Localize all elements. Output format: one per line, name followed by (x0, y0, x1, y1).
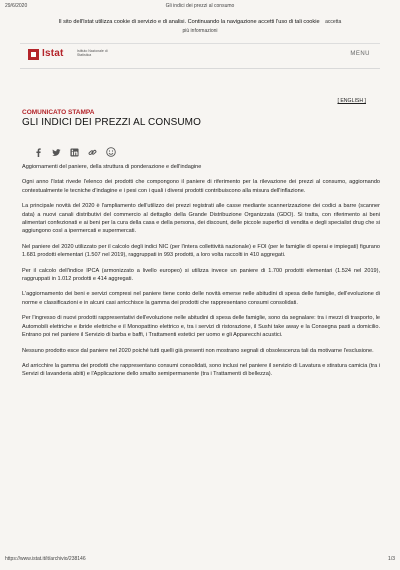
page-number: 1/3 (388, 556, 395, 562)
cookie-more-info-link[interactable]: più informazioni (182, 28, 218, 34)
site-header (20, 43, 380, 69)
print-title: Gli indici dei prezzi al consumo (165, 3, 235, 9)
istat-logo-icon[interactable] (28, 49, 39, 60)
article-paragraph: Nel paniere del 2020 utilizzato per il calcolo degli indici NIC (per l'intera collettività nazionale) e FOI (per le famiglie di operai e impiegati) figurano 1.681 prodotti elementari (1.507 nel 2019), raggruppati in 993 prodotti, a loro volta raccolti in 410 aggregati. (22, 243, 380, 259)
page-title: GLI INDICI DEI PREZZI AL CONSUMO (22, 117, 201, 128)
article-paragraph: La principale novità del 2020 è l'ampliamento dell'utilizzo dei prezzi registrati alle casse mediante scannerizzazione dei codici a barre (scanner data) a nuovi canali distributivi del commercio al dettaglio della Grande Distribuzione Organizzata (GDO). Si tratta, con riferimento ai beni alimentari confezionati e ai beni per la cura della casa e della persona, dei discount, delle piccole superfici di vendita e degli specialist drug che si aggiungono così a ipermercati e supermercati. (22, 203, 380, 235)
article-paragraph: Ogni anno l'Istat rivede l'elenco dei prodotti che compongono il paniere di riferimento per la rilevazione dei prezzi al consumo, aggiornando contestualmente le tecniche d'indagine e i pesi con i quali i diversi prodotti contribuiscono alla misura dell'inflazione. (22, 179, 380, 194)
print-date: 29/6/2020 (5, 3, 28, 9)
article-paragraph: Per il calcolo dell'indice IPCA (armonizzato a livello europeo) si utilizza invece un paniere di 1.700 prodotti elementari (1.524 nel 2019), raggruppati in 1.012 prodotti e 414 aggregati. (22, 267, 380, 283)
twitter-icon[interactable] (52, 144, 61, 153)
print-header (5, 3, 395, 11)
article-paragraph: Ad arricchire la gamma dei prodotti che rappresentano consumi consolidati, sono inclusi nel paniere il servizio di Lavatura e stiratura camicia (tra i Servizi di lavanderia abiti) e l'Applicazione dello smalto semipermanente (tra i Trattamenti di bellezza). (22, 362, 380, 378)
article-paragraph: Nessuno prodotto esce dal paniere nel 2020 poiché tutti quelli già presenti non mostrano segnali di obsolescenza tali da motivarne l'esclusione. (22, 347, 374, 354)
facebook-icon[interactable] (34, 144, 43, 153)
article-subheading: Aggiornamenti del paniere, della struttura di ponderazione e dell'indagine (22, 164, 202, 170)
linkedin-icon[interactable] (70, 144, 79, 153)
article-body (22, 163, 380, 386)
cookie-banner (20, 18, 380, 36)
english-link[interactable]: [ ENGLISH ] (337, 98, 366, 104)
menu-button[interactable]: MENU (350, 51, 370, 57)
social-share-bar (34, 143, 115, 153)
logo-subtitle: Istituto Nazionale di Statistica (77, 49, 108, 57)
article-paragraph: Per l'ingresso di nuovi prodotti rappresentativi dell'evoluzione nelle abitudini di spesa delle famiglie, sono da segnalare: tra i mezzi di trasporto, le Automobili elettriche e ibride elettriche e il Monopattino elettrico e, tra i servizi di ristorazione, il Sushi take away e la Consegna pasti a domicilio. Entrano poi nel paniere il Servizio di barba e baffi, i Trattamenti estetici per uomo e gli Apparecchi acustici. (22, 315, 380, 339)
logo-text[interactable]: Istat (42, 48, 64, 59)
print-footer (5, 556, 395, 564)
article-paragraph: L'aggiornamento dei beni e servizi compresi nel paniere tiene conto delle novità emerse nelle abitudini di spesa delle famiglie, dell'evoluzione di norme e classificazioni e in alcuni casi arricchisce la gamma dei prodotti che rappresentano consumi consolidati. (22, 291, 380, 306)
cookie-text: Il sito dell'Istat utilizza cookie di servizio e di analisi. Continuando la navigazione accetti l'uso di tali cookie (58, 19, 320, 25)
cookie-accept-button[interactable]: accetta (325, 19, 342, 25)
link-icon[interactable] (88, 144, 97, 153)
smiley-icon[interactable] (106, 144, 115, 153)
print-url: https://www.istat.it/it/archivio/238146 (5, 556, 86, 562)
article-kicker: COMUNICATO STAMPA (22, 109, 95, 116)
